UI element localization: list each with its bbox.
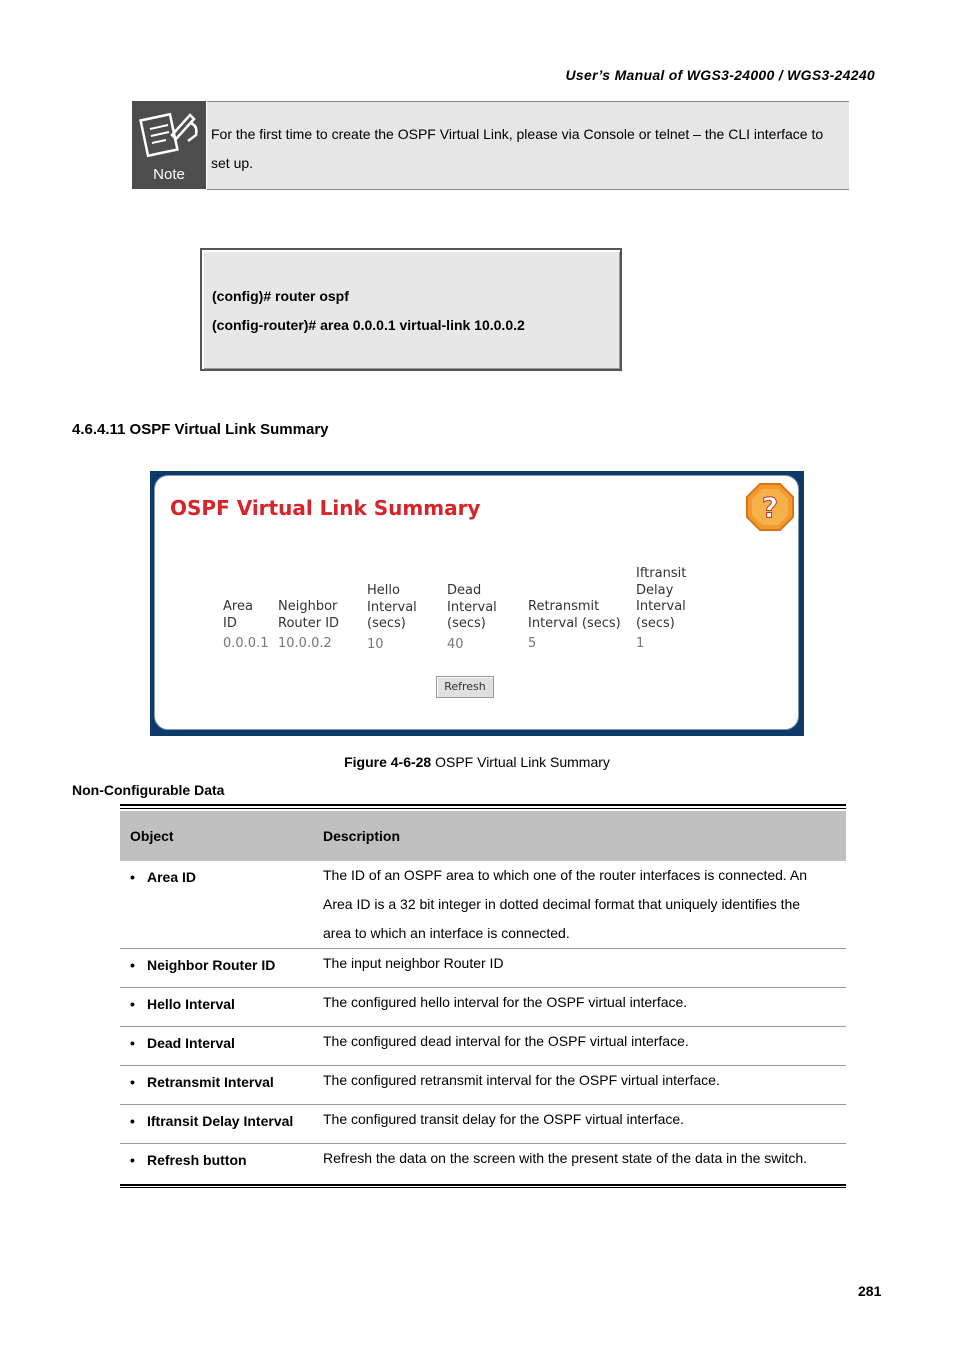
- non-configurable-data-table: [120, 804, 846, 1188]
- note-label: Note: [153, 166, 185, 183]
- figure-label: Figure 4-6-28: [344, 754, 432, 770]
- col-value: 1: [636, 636, 645, 651]
- col-header: Neighbor Router ID: [278, 599, 340, 631]
- note-box: [207, 101, 849, 190]
- note-text: For the first time to create the OSPF Virtual Link, please via Console or telnet – the CLI interface to set up.: [211, 126, 824, 171]
- page-number: 281: [858, 1283, 882, 1299]
- figure-caption-text: OSPF Virtual Link Summary: [431, 754, 610, 770]
- col-header: Retransmit Interval (secs): [528, 599, 621, 631]
- row-object: • Area ID: [130, 869, 197, 885]
- col-value: 40: [447, 636, 464, 652]
- table-bottom-rule: [120, 1184, 846, 1188]
- col-header: Iftransit Delay Interval (secs): [636, 566, 687, 631]
- row-object-label: Area ID: [147, 869, 197, 885]
- note-icon: [132, 101, 206, 189]
- row-description: The configured retransmit interval for the OSPF virtual interface.: [323, 1072, 720, 1088]
- table-row: [120, 1027, 846, 1066]
- table-row: [120, 1144, 846, 1182]
- row-description: The ID of an OSPF area to which one of the router interfaces is connected. An Area ID is a 32 bit integer in dotted decimal format that uniquely identifies the area to which an interface is connected.: [323, 867, 808, 941]
- table-row: [120, 988, 846, 1027]
- row-object-label: Retransmit Interval: [147, 1074, 274, 1090]
- header-object: Object: [130, 828, 174, 844]
- row-object-label: Refresh button: [147, 1152, 247, 1168]
- panel-body: [154, 475, 799, 730]
- row-description: The configured hello interval for the OSPF virtual interface.: [323, 994, 688, 1010]
- section-heading: 4.6.4.11 OSPF Virtual Link Summary: [72, 421, 329, 438]
- col-value: 0.0.0.1: [223, 636, 269, 651]
- row-object: • Dead Interval: [130, 1035, 235, 1051]
- row-object: • Iftransit Delay Interval: [130, 1113, 294, 1129]
- row-object-label: Hello Interval: [147, 996, 235, 1012]
- col-header: Area ID: [223, 599, 253, 631]
- header-description: Description: [323, 828, 401, 844]
- non-configurable-data-heading: Non-Configurable Data: [72, 782, 225, 798]
- col-header: Hello Interval (secs): [367, 583, 417, 631]
- cli-example-box: [200, 248, 622, 371]
- table-row: [120, 861, 846, 949]
- figure-caption: [0, 754, 954, 770]
- row-description: The configured transit delay for the OSPF virtual interface.: [323, 1111, 685, 1127]
- row-object: • Hello Interval: [130, 996, 235, 1012]
- panel-title: OSPF Virtual Link Summary: [170, 496, 481, 520]
- table-header-row: [120, 811, 846, 861]
- row-description: The input neighbor Router ID: [323, 955, 504, 971]
- col-hello-interval: [367, 583, 417, 653]
- col-value: 5: [528, 636, 537, 651]
- col-value: 10: [367, 636, 384, 652]
- table-row: [120, 1105, 846, 1144]
- col-iftransit-delay-interval: [636, 566, 686, 653]
- table-top-rule: [120, 804, 846, 809]
- col-dead-interval: [447, 583, 497, 653]
- col-retransmit-interval: [528, 599, 621, 653]
- row-object: • Retransmit Interval: [130, 1074, 274, 1090]
- row-object-label: Neighbor Router ID: [147, 957, 276, 973]
- refresh-button[interactable]: Refresh: [436, 676, 494, 698]
- note-pencil-icon: [132, 101, 206, 165]
- help-icon[interactable]: [745, 482, 795, 532]
- row-description: Refresh the data on the screen with the present state of the data in the switch.: [323, 1150, 808, 1166]
- row-description: The configured dead interval for the OSPF virtual interface.: [323, 1033, 689, 1049]
- cli-line-2: (config-router)# area 0.0.0.1 virtual-link 10.0.0.2: [212, 317, 525, 333]
- screenshot-panel: [150, 471, 804, 736]
- cli-line-1: (config)# router ospf: [212, 288, 349, 304]
- col-value: 10.0.0.2: [278, 636, 332, 651]
- row-object: • Refresh button: [130, 1152, 247, 1168]
- svg-text:?: ?: [761, 491, 779, 524]
- row-object-label: Dead Interval: [147, 1035, 235, 1051]
- table-row: [120, 1066, 846, 1105]
- row-object: • Neighbor Router ID: [130, 957, 276, 973]
- col-header: Dead Interval (secs): [447, 583, 497, 631]
- row-object-label: Iftransit Delay Interval: [147, 1113, 294, 1129]
- col-area-id: [223, 599, 268, 653]
- page-header-title: User’s Manual of WGS3-24000 / WGS3-24240: [565, 67, 875, 83]
- table-row: [120, 949, 846, 988]
- col-neighbor-router-id: [278, 599, 339, 653]
